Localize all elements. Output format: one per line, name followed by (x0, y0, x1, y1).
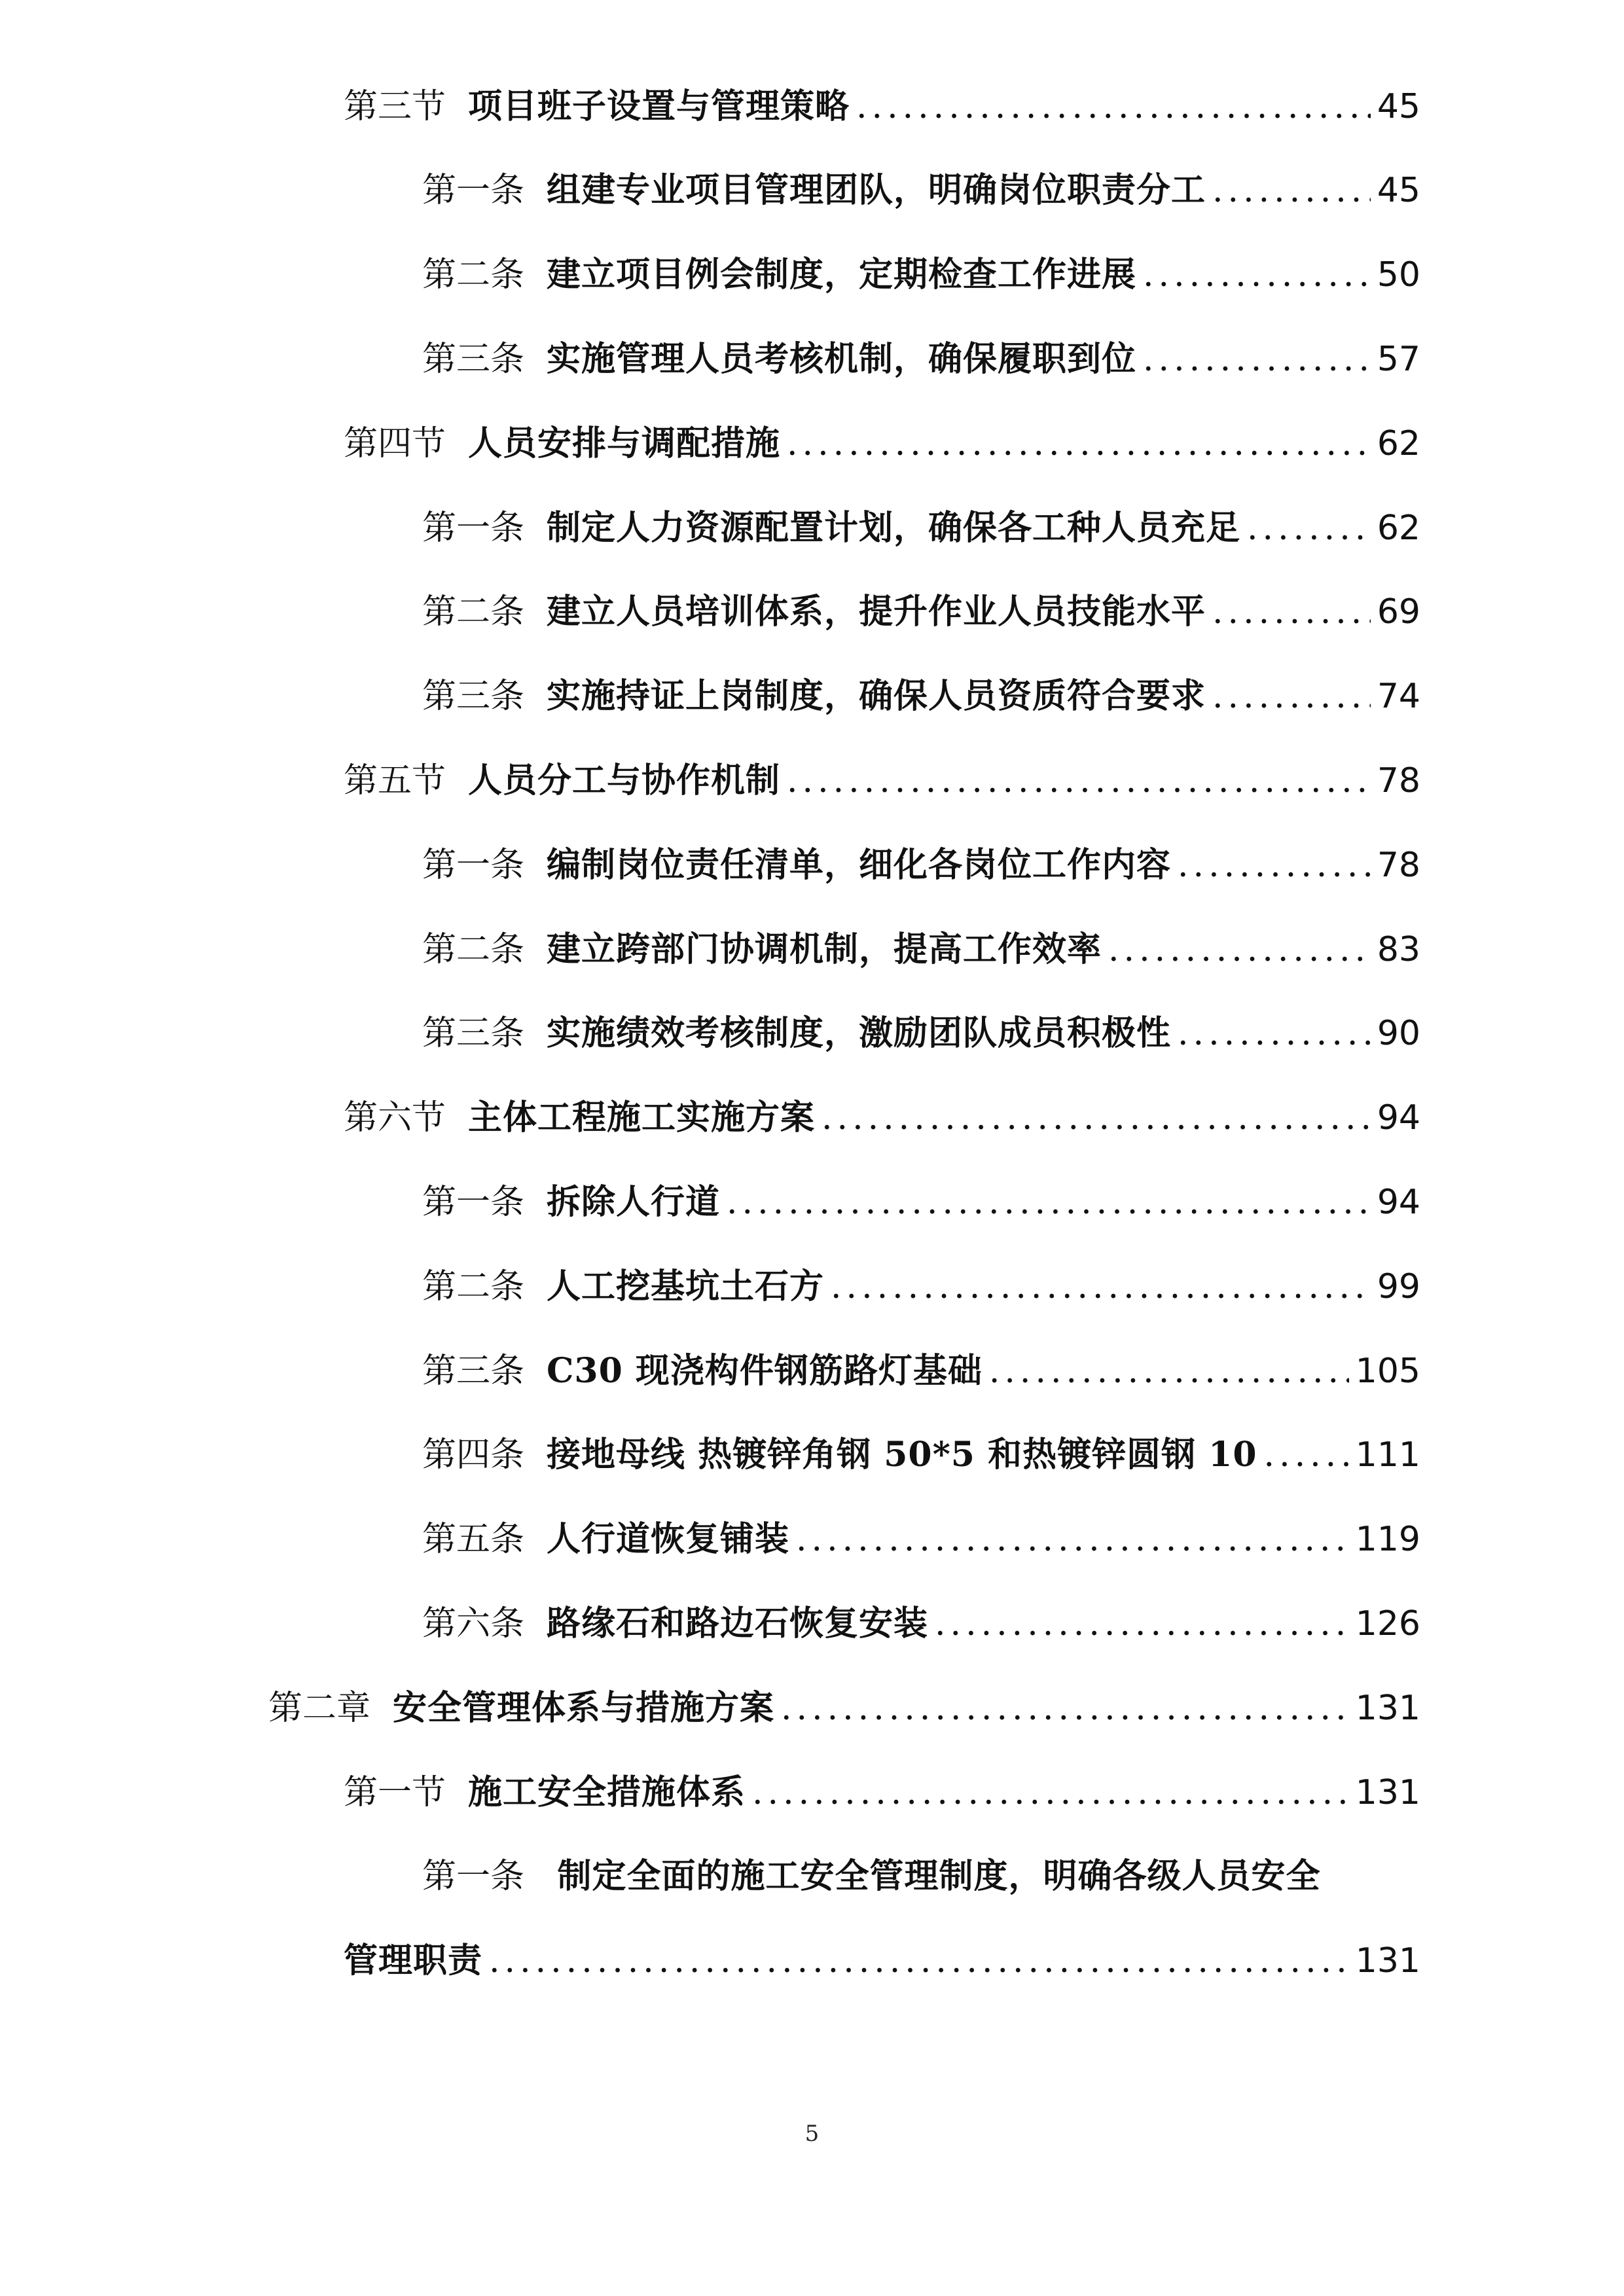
toc-entry-title: 编制岗位责任清单，细化各岗位工作内容 (547, 845, 1172, 885)
toc-entry-page: 131 (1355, 1773, 1420, 1812)
toc-entry-page: 78 (1377, 846, 1420, 885)
toc-entry[interactable] (344, 77, 1420, 136)
toc-entry[interactable] (422, 1426, 1420, 1484)
toc-entry[interactable] (422, 667, 1420, 726)
toc-entry-page: 119 (1355, 1520, 1420, 1559)
toc-entry-prefix: 第二章 (268, 1689, 371, 1728)
toc-entry[interactable] (344, 751, 1420, 810)
toc-entry-page: 126 (1355, 1604, 1420, 1643)
toc-entry-title: 接地母线 热镀锌角钢 50*5 和热镀锌圆钢 10 (547, 1435, 1257, 1475)
toc-dot-leader (821, 1088, 1371, 1147)
toc-entry[interactable] (344, 1763, 1420, 1822)
toc-dot-leader (1264, 1426, 1349, 1484)
toc-entry[interactable] (422, 1257, 1420, 1316)
toc-entry[interactable] (422, 1173, 1420, 1232)
toc-entry-prefix: 第五条 (422, 1520, 525, 1559)
toc-entry-wrapped-line2[interactable] (344, 1931, 1420, 1990)
toc-dot-leader (1143, 245, 1371, 304)
toc-dot-leader (935, 1594, 1349, 1653)
toc-entry-prefix: 第三条 (422, 1352, 525, 1391)
toc-entry-title: 实施绩效考核制度，激励团队成员积极性 (547, 1013, 1172, 1053)
toc-entry-prefix: 第六条 (422, 1604, 525, 1643)
toc-entry-prefix: 第一节 (344, 1773, 446, 1812)
toc-dot-leader (831, 1257, 1371, 1316)
toc-entry[interactable] (422, 1510, 1420, 1569)
toc-dot-leader (796, 1510, 1349, 1569)
toc-entry-title: 主体工程施工实施方案 (468, 1098, 816, 1138)
toc-entry-title: 组建专业项目管理团队，明确岗位职责分工 (547, 170, 1206, 210)
toc-dot-leader (1247, 499, 1371, 558)
toc-entry-page: 94 (1377, 1098, 1420, 1138)
toc-entry-title: 建立项目例会制度，定期检查工作进展 (547, 255, 1137, 295)
toc-entry-page: 90 (1377, 1014, 1420, 1053)
toc-entry-title: 项目班子设置与管理策略 (468, 86, 850, 126)
toc-entry-title: 人工挖基坑土石方 (547, 1266, 825, 1306)
page-number: 5 (804, 2121, 820, 2147)
toc-entry-prefix: 第一条 (422, 1857, 525, 1896)
toc-entry-prefix: 第二条 (422, 255, 525, 295)
toc-entry-title: C30 现浇构件钢筋路灯基础 (547, 1351, 983, 1391)
toc-entry-title: 建立跨部门协调机制，提高工作效率 (547, 929, 1102, 969)
toc-entry-title: 安全管理体系与措施方案 (393, 1688, 775, 1728)
toc-entry-page: 131 (1355, 1689, 1420, 1728)
toc-entry-title: 路缘石和路边石恢复安装 (547, 1604, 929, 1643)
toc-entry-page: 78 (1377, 761, 1420, 800)
toc-entry-page: 111 (1355, 1435, 1420, 1475)
toc-entry[interactable] (422, 161, 1420, 220)
toc-dot-leader (787, 414, 1371, 473)
toc-dot-leader (781, 1679, 1349, 1738)
toc-entry-prefix: 第三条 (422, 340, 525, 379)
toc-entry-prefix: 第一条 (422, 171, 525, 210)
toc-entry-title: 实施管理人员考核机制，确保履职到位 (547, 339, 1137, 379)
toc-dot-leader (856, 77, 1371, 136)
toc-entry-prefix: 第四节 (344, 424, 446, 463)
toc-entry-title: 拆除人行道 (547, 1182, 721, 1222)
toc-entry-page: 62 (1377, 424, 1420, 463)
toc-dot-leader (489, 1931, 1349, 1990)
toc-entry-page: 45 (1377, 171, 1420, 210)
toc-entry-prefix: 第三条 (422, 1014, 525, 1053)
toc-dot-leader (1212, 667, 1371, 726)
toc-entry-title: 人员安排与调配措施 (468, 423, 781, 463)
toc-entry-prefix: 第二条 (422, 930, 525, 969)
toc-entry-prefix: 第六节 (344, 1098, 446, 1138)
toc-entry-prefix: 第四条 (422, 1435, 525, 1475)
toc-entry-page: 74 (1377, 677, 1420, 716)
toc-entry-title: 实施持证上岗制度，确保人员资质符合要求 (547, 676, 1206, 716)
toc-entry[interactable] (422, 245, 1420, 304)
toc-entry-prefix: 第一条 (422, 1183, 525, 1222)
toc-entry-page: 45 (1377, 87, 1420, 126)
toc-entry[interactable] (422, 1594, 1420, 1653)
toc-entry-title: 人员分工与协作机制 (468, 761, 781, 800)
toc-entry-title: 建立人员培训体系，提升作业人员技能水平 (547, 592, 1206, 632)
toc-entry-page: 99 (1377, 1267, 1420, 1306)
toc-entry-title: 制定全面的施工安全管理制度，明确各级人员安全 (557, 1856, 1321, 1896)
toc-entry[interactable] (344, 414, 1420, 473)
toc-entry[interactable] (422, 1004, 1420, 1063)
toc-entry[interactable] (422, 1342, 1420, 1401)
toc-entry[interactable] (422, 499, 1420, 558)
toc-entry[interactable] (422, 583, 1420, 641)
toc-entry-title: 施工安全措施体系 (468, 1772, 746, 1812)
toc-entry[interactable] (422, 920, 1420, 979)
toc-dot-leader (787, 751, 1371, 810)
toc-entry-page: 94 (1377, 1183, 1420, 1222)
toc-dot-leader (1178, 1004, 1371, 1063)
toc-entry[interactable] (268, 1679, 1420, 1738)
toc-dot-leader (1178, 836, 1371, 895)
toc-entry-page: 50 (1377, 255, 1420, 295)
toc-entry-prefix: 第二条 (422, 592, 525, 632)
toc-dot-leader (989, 1342, 1349, 1401)
toc-dot-leader (1143, 330, 1371, 389)
toc-entry-wrapped-line1[interactable] (422, 1847, 1420, 1906)
toc-entry-prefix: 第二条 (422, 1267, 525, 1306)
toc-entry-title: 制定人力资源配置计划，确保各工种人员充足 (547, 508, 1241, 548)
toc-entry-page: 62 (1377, 509, 1420, 548)
toc-entry-title-continued: 管理职责 (344, 1941, 483, 1981)
toc-entry-prefix: 第三条 (422, 677, 525, 716)
toc-dot-leader (1212, 583, 1371, 641)
toc-entry[interactable] (422, 836, 1420, 895)
toc-entry[interactable] (344, 1088, 1420, 1147)
toc-dot-leader (727, 1173, 1371, 1232)
toc-entry[interactable] (422, 330, 1420, 389)
toc-entry-prefix: 第三节 (344, 87, 446, 126)
toc-dot-leader (752, 1763, 1349, 1822)
toc-entry-title: 人行道恢复铺装 (547, 1519, 790, 1559)
toc-dot-leader (1212, 161, 1371, 220)
toc-entry-page: 57 (1377, 340, 1420, 379)
toc-entry-page: 69 (1377, 592, 1420, 632)
toc-dot-leader (1108, 920, 1371, 979)
toc-entry-page: 131 (1355, 1941, 1420, 1981)
toc-entry-prefix: 第一条 (422, 846, 525, 885)
toc-entry-prefix: 第一条 (422, 509, 525, 548)
toc-entry-page: 105 (1355, 1352, 1420, 1391)
toc-entry-prefix: 第五节 (344, 761, 446, 800)
toc-entry-page: 83 (1377, 930, 1420, 969)
